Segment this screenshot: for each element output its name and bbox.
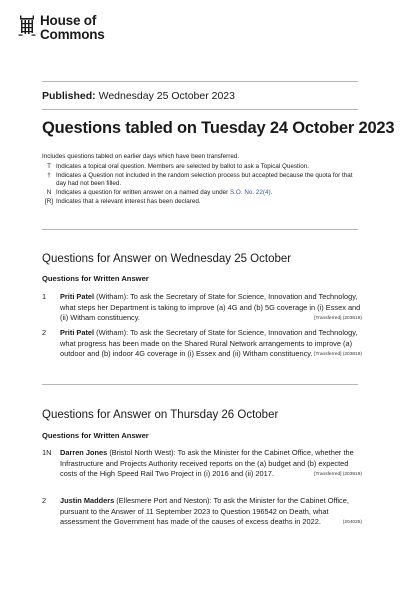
- divider: [42, 229, 358, 230]
- legend-text: Indicates a question for written answer on a named day under: [56, 189, 229, 197]
- section-subheading: Questions for Written Answer: [42, 431, 149, 440]
- question-member: Darren Jones: [60, 448, 108, 457]
- question-item: [42, 496, 362, 529]
- legend-text-end: .: [270, 189, 273, 197]
- question-item: [42, 328, 362, 361]
- legend-symbol: T: [47, 162, 51, 170]
- question-body: [60, 448, 362, 481]
- question-constituency: (Bristol North West):: [109, 448, 176, 457]
- question-constituency: (Ellesmere Port and Neston):: [116, 496, 212, 505]
- logo-line-1: House of: [40, 13, 97, 28]
- question-reference: [Transferred] (203818): [314, 316, 362, 322]
- question-text: To ask the Minister for the Cabinet Office, pursuant to the Answer of 11 September 2023 to Question 196542 on Death, what assessment the Government has made of the causes of excess deaths in 2022.: [60, 496, 349, 527]
- standing-order-link[interactable]: S.O. No. 22(4): [229, 189, 271, 197]
- page-title: Questions tabled on Tuesday 24 October 2023: [42, 119, 395, 137]
- legend-text: Indicates that a relevant interest has been declared.: [56, 197, 201, 205]
- section-subheading: Questions for Written Answer: [42, 274, 149, 283]
- legend-intro: Includes questions tabled on earlier days which have been transferred.: [42, 153, 240, 160]
- question-reference: (204025): [342, 520, 362, 526]
- legend-symbol: †: [47, 171, 51, 179]
- question-constituency: (Witham):: [96, 292, 129, 301]
- legend-text-wrap: [56, 189, 362, 198]
- portcullis-icon: [18, 15, 36, 37]
- question-reference: [Transferred] (203919): [314, 472, 362, 478]
- question-member: Priti Patel: [60, 292, 95, 301]
- question-body: [60, 328, 362, 361]
- legend-text: Indicates a topical oral question. Members are selected by ballot to ask a Topical Question.: [56, 162, 309, 170]
- question-number: 2: [42, 328, 47, 337]
- question-number: 1N: [42, 448, 52, 457]
- legend-item: [42, 163, 362, 172]
- divider: [42, 109, 358, 110]
- legend-text: Indicates a Question not included in the random selection process but accepted because the quota for that day had not been filled.: [56, 171, 353, 188]
- legend-item: [42, 198, 362, 207]
- question-member: Justin Madders: [60, 496, 115, 505]
- question-number: 1: [42, 292, 47, 301]
- question-item: [42, 292, 362, 325]
- question-constituency: (Witham):: [96, 328, 129, 337]
- published-date: Wednesday 25 October 2023: [98, 90, 235, 102]
- question-item: [42, 448, 362, 481]
- legend-item: [42, 189, 362, 198]
- legend: [42, 153, 362, 207]
- legend-item: [42, 172, 362, 190]
- question-member: Priti Patel: [60, 328, 95, 337]
- divider: [42, 384, 358, 385]
- question-text: To ask the Minister for the Cabinet Office, whether the Infrastructure and Projects Authority received reports on the (a) budget and (b) expected costs of the High Speed Rail Two Project in (i) 2016 and (ii) 2017.: [60, 448, 354, 479]
- question-number: 2: [42, 496, 47, 505]
- section-heading: Questions for Answer on Wednesday 25 October: [42, 253, 292, 265]
- house-of-commons-logo: [18, 14, 105, 42]
- question-text: To ask the Secretary of State for Science, Innovation and Technology, what progress has been made on the Shared Rural Network arrangements to improve (a) outdoor and (b) indoor 4G coverage in (i) Essex and (ii) Witham constituency.: [60, 328, 358, 359]
- legend-symbol: N: [46, 189, 52, 197]
- question-text: To ask the Secretary of State for Science, Innovation and Technology, what steps her Department is taking to improve (a) 4G and (b) 5G coverage in (i) Essex and (ii) Witham constituency.: [60, 292, 361, 323]
- question-body: [60, 496, 362, 529]
- published-line: [42, 90, 235, 102]
- section-heading: Questions for Answer on Thursday 26 October: [42, 409, 279, 421]
- published-label: Published:: [42, 90, 96, 102]
- logo-wordmark: [40, 14, 105, 42]
- question-reference: [Transferred] (203819): [314, 352, 362, 358]
- legend-symbol: [R]: [44, 197, 54, 205]
- question-body: [60, 292, 362, 325]
- divider: [42, 81, 358, 82]
- logo-line-2: Commons: [40, 27, 105, 42]
